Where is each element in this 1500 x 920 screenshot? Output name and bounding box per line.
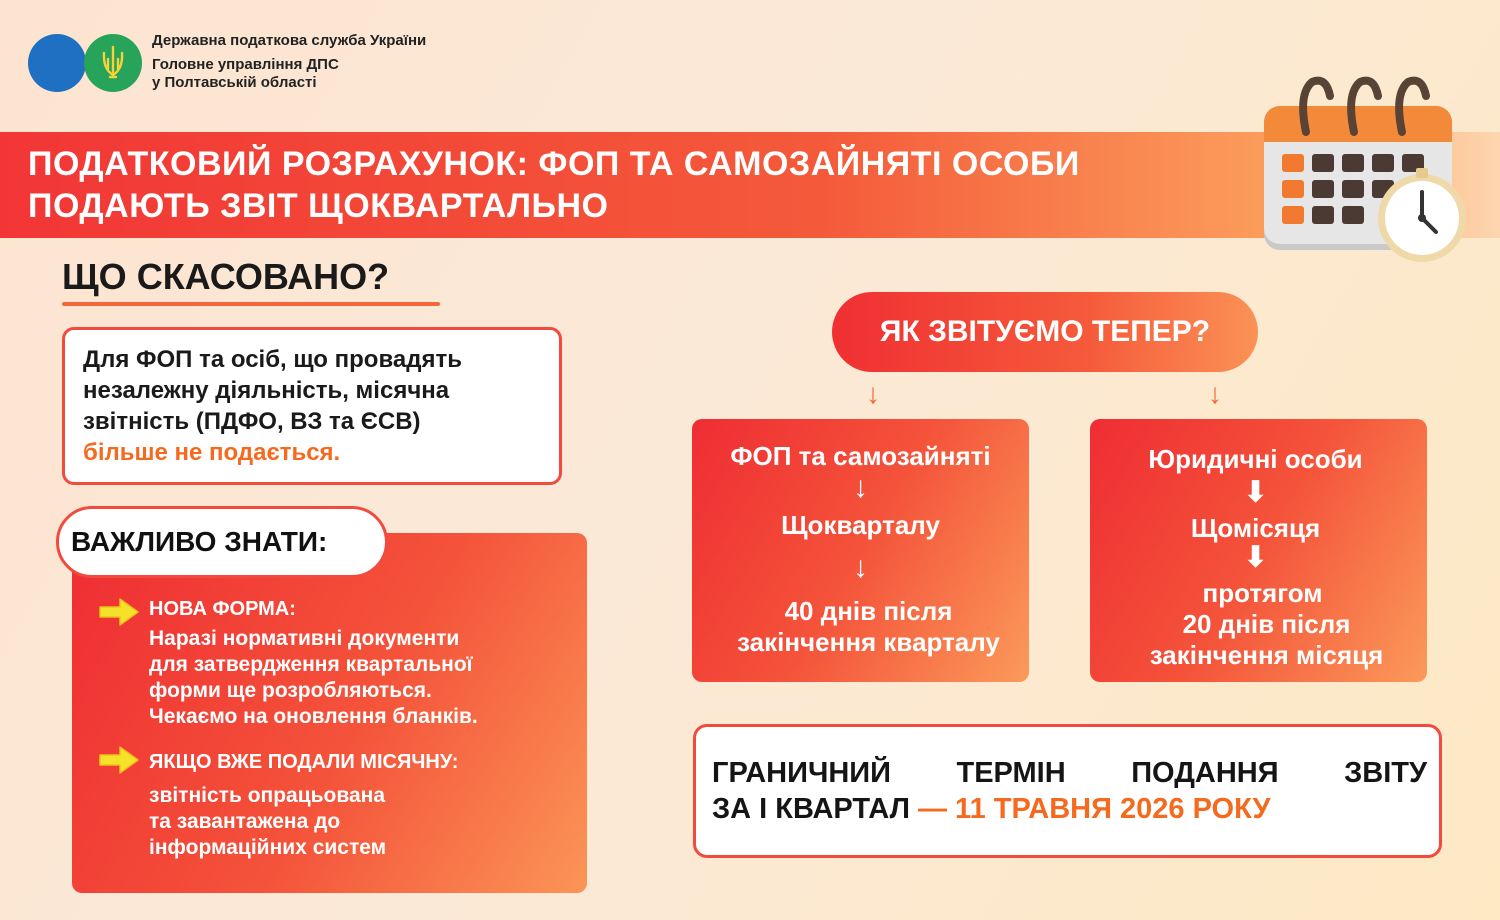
deadline-word: ТЕРМІН [956, 757, 1066, 789]
org-name-line-1: Державна податкова служба України [152, 32, 427, 49]
deadline-date: — 11 ТРАВНЯ 2026 РОКУ [917, 793, 1271, 825]
heading-underline [62, 302, 440, 306]
arrow-down-icon: ↓ [853, 471, 868, 504]
canceled-heading: ЩО СКАСОВАНО? [62, 256, 390, 297]
canceled-text-line-3: звітність (ПДФО, ВЗ та ЄСВ) [83, 408, 421, 435]
page-title-line-1: ПОДАТКОВИЙ РОЗРАХУНОК: ФОП ТА САМОЗАЙНЯТІ ОСОБИ [28, 145, 1080, 183]
canceled-text-line-1: Для ФОП та осіб, що провадять [83, 346, 462, 373]
fop-card-who: ФОП та самозайняті [730, 441, 991, 471]
already-filed-line-1: звітність опрацьована [149, 784, 386, 807]
legal-card-deadline-3: закінчення місяця [1149, 640, 1384, 670]
deadline-word: ПОДАННЯ [1131, 757, 1279, 789]
already-filed-line-2: та завантажена до [149, 810, 341, 833]
arrow-right-icon [98, 745, 140, 775]
trident-emblem-icon [84, 34, 142, 92]
deadline-line-2 [712, 793, 1271, 826]
canceled-highlight: більше не подається. [83, 439, 341, 466]
calendar-clock-icon [1250, 72, 1480, 272]
org-name-line-3: у Полтавській області [152, 74, 317, 91]
how-report-now-pill [832, 292, 1258, 372]
deadline-box [693, 724, 1442, 858]
fop-card-period: Щокварталу [781, 510, 940, 540]
arrow-down-icon: ↓ [866, 378, 880, 409]
arrow-down-icon: ⬇ [1242, 541, 1269, 574]
legal-card-deadline-1: протягом [1202, 578, 1323, 608]
deadline-word: ГРАНИЧНИЙ [712, 757, 891, 789]
arrow-down-icon: ⬇ [1242, 476, 1269, 509]
deadline-line-1 [712, 757, 1427, 790]
arrow-down-icon: ↓ [1208, 378, 1222, 409]
arrow-right-icon [98, 597, 140, 627]
canceled-text-line-2: незалежну діяльність, місячна [83, 377, 450, 404]
fop-card-deadline-2: закінчення кварталу [737, 627, 1000, 657]
legal-card-who: Юридичні особи [1148, 444, 1363, 474]
page-title-line-2: ПОДАЮТЬ ЗВІТ ЩОКВАРТАЛЬНО [28, 187, 609, 225]
new-form-line-3: форми ще розробляються. [149, 679, 432, 702]
deadline-word: ЗВІТУ [1344, 757, 1427, 789]
legal-card-period: Щомісяця [1190, 513, 1321, 543]
logo-blue-circle [28, 34, 86, 92]
new-form-title: НОВА ФОРМА: [149, 598, 296, 620]
already-filed-title: ЯКЩО ВЖЕ ПОДАЛИ МІСЯЧНУ: [149, 751, 459, 773]
new-form-line-4: Чекаємо на оновлення бланків. [149, 705, 478, 728]
canceled-info-box [62, 327, 562, 485]
how-report-now-heading: ЯК ЗВІТУЄМО ТЕПЕР? [879, 315, 1211, 348]
arrow-down-icon: ↓ [853, 551, 868, 584]
already-filed-line-3: інформаційних систем [149, 836, 387, 859]
deadline-period: ЗА І КВАРТАЛ [712, 793, 910, 825]
org-name-line-2: Головне управління ДПС [152, 56, 339, 73]
legal-card-deadline-2: 20 днів після [1182, 609, 1351, 639]
new-form-line-1: Наразі нормативні документи [149, 627, 460, 650]
important-heading-pill [56, 506, 388, 578]
fop-card-deadline-1: 40 днів після [784, 596, 953, 626]
new-form-line-2: для затвердження квартальної [149, 653, 473, 676]
important-heading: ВАЖЛИВО ЗНАТИ: [71, 526, 328, 557]
